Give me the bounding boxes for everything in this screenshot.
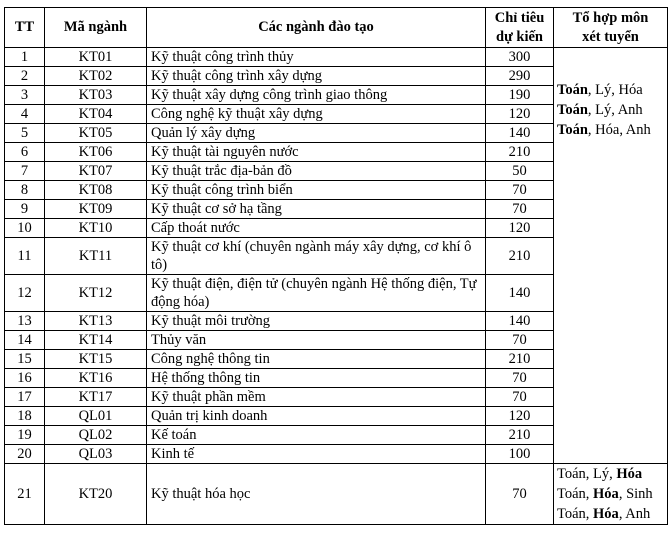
major-name: Cấp thoát nước [147, 219, 486, 238]
quota-value: 210 [486, 426, 554, 445]
row-number: 3 [5, 86, 45, 105]
major-name: Kỹ thuật cơ sở hạ tầng [147, 200, 486, 219]
row-number: 11 [5, 238, 45, 275]
major-code: KT10 [45, 219, 147, 238]
major-code: QL03 [45, 445, 147, 464]
quota-value: 70 [486, 181, 554, 200]
major-code: KT17 [45, 388, 147, 407]
header-combo-line2: xét tuyển [582, 28, 639, 45]
subject-combo [557, 80, 663, 100]
quota-value: 120 [486, 407, 554, 426]
major-code: KT07 [45, 162, 147, 181]
row-number: 8 [5, 181, 45, 200]
major-name: Kỹ thuật công trình xây dựng [147, 67, 486, 86]
table-header-row [5, 8, 668, 48]
major-code: KT05 [45, 124, 147, 143]
header-combo-line1: Tổ hợp môn [572, 9, 649, 26]
major-name: Kỹ thuật trắc địa-bản đồ [147, 162, 486, 181]
quota-value: 190 [486, 86, 554, 105]
row-number: 18 [5, 407, 45, 426]
major-code: QL02 [45, 426, 147, 445]
row-number: 9 [5, 200, 45, 219]
major-name: Kỹ thuật môi trường [147, 312, 486, 331]
major-code: KT13 [45, 312, 147, 331]
combo-other-subjects: , Lý, Anh [587, 102, 643, 118]
major-code: KT02 [45, 67, 147, 86]
major-name: Kỹ thuật cơ khí (chuyên ngành máy xây dựng, cơ khí ô tô) [147, 238, 486, 275]
row-number: 1 [5, 48, 45, 67]
combo-main-subject: Toán [557, 122, 588, 138]
quota-value: 70 [486, 464, 554, 525]
cut-off-heading [0, 0, 670, 7]
major-code: KT20 [45, 464, 147, 525]
combo-subjects-before: Toán, [557, 506, 594, 522]
major-name: Kỹ thuật hóa học [147, 464, 486, 525]
quota-value: 210 [486, 143, 554, 162]
subject-combos-group-1 [554, 48, 668, 464]
row-number: 13 [5, 312, 45, 331]
quota-value: 120 [486, 219, 554, 238]
subject-combo [557, 120, 663, 140]
major-name: Kỹ thuật phần mềm [147, 388, 486, 407]
table-row [5, 48, 668, 67]
subject-combo [557, 464, 663, 484]
row-number: 12 [5, 275, 45, 312]
quota-value: 120 [486, 105, 554, 124]
major-code: KT03 [45, 86, 147, 105]
major-name: Công nghệ kỹ thuật xây dựng [147, 105, 486, 124]
combo-main-subject: Toán [557, 102, 588, 118]
header-major: Các ngành đào tạo [147, 8, 486, 48]
major-code: KT01 [45, 48, 147, 67]
major-name: Kỹ thuật công trình biển [147, 181, 486, 200]
major-name: Kỹ thuật xây dựng công trình giao thông [147, 86, 486, 105]
major-name: Kỹ thuật tài nguyên nước [147, 143, 486, 162]
row-number: 15 [5, 350, 45, 369]
quota-value: 70 [486, 331, 554, 350]
quota-value: 210 [486, 238, 554, 275]
row-number: 5 [5, 124, 45, 143]
major-name: Thủy văn [147, 331, 486, 350]
major-code: KT09 [45, 200, 147, 219]
row-number: 6 [5, 143, 45, 162]
major-code: KT06 [45, 143, 147, 162]
major-code: KT04 [45, 105, 147, 124]
major-code: KT16 [45, 369, 147, 388]
major-code: KT12 [45, 275, 147, 312]
major-name: Quản lý xây dựng [147, 124, 486, 143]
quota-value: 100 [486, 445, 554, 464]
major-name: Kế toán [147, 426, 486, 445]
quota-value: 290 [486, 67, 554, 86]
row-number: 10 [5, 219, 45, 238]
combo-main-subject: Hóa [593, 486, 619, 502]
admission-quota-table [4, 7, 668, 525]
combo-main-subject: Hóa [616, 466, 643, 482]
major-name: Hệ thống thông tin [147, 369, 486, 388]
quota-value: 70 [486, 200, 554, 219]
major-name: Công nghệ thông tin [147, 350, 486, 369]
major-code: KT11 [45, 238, 147, 275]
header-quota-line2: dự kiến [496, 28, 543, 45]
table-row [5, 464, 668, 525]
combo-main-subject: Hóa [593, 506, 619, 522]
combo-subjects-after: , Anh [618, 506, 651, 522]
quota-value: 210 [486, 350, 554, 369]
combo-subjects-before: Toán, [557, 486, 594, 502]
row-number: 20 [5, 445, 45, 464]
row-number: 4 [5, 105, 45, 124]
row-number: 21 [5, 464, 45, 525]
row-number: 7 [5, 162, 45, 181]
quota-value: 140 [486, 124, 554, 143]
subject-combo [557, 504, 663, 524]
quota-value: 300 [486, 48, 554, 67]
row-number: 16 [5, 369, 45, 388]
row-number: 19 [5, 426, 45, 445]
header-code: Mã ngành [45, 8, 147, 48]
quota-value: 70 [486, 369, 554, 388]
major-code: KT15 [45, 350, 147, 369]
major-name: Kỹ thuật điện, điện tử (chuyên ngành Hệ thống điện, Tự động hóa) [147, 275, 486, 312]
quota-value: 140 [486, 312, 554, 331]
major-code: KT08 [45, 181, 147, 200]
combo-other-subjects: , Lý, Hóa [587, 82, 643, 98]
subject-combo [557, 100, 663, 120]
combo-subjects-after: , Sinh [618, 486, 653, 502]
header-combo [554, 8, 668, 48]
combo-main-subject: Toán [557, 82, 588, 98]
major-name: Kỹ thuật công trình thủy [147, 48, 486, 67]
subject-combo [557, 484, 663, 504]
row-number: 2 [5, 67, 45, 86]
header-quota-line1: Chỉ tiêu [494, 9, 545, 26]
header-tt: TT [5, 8, 45, 48]
subject-combos-group-2 [554, 464, 668, 525]
combo-other-subjects: , Hóa, Anh [587, 122, 651, 138]
major-code: QL01 [45, 407, 147, 426]
row-number: 17 [5, 388, 45, 407]
major-name: Kinh tế [147, 445, 486, 464]
quota-value: 70 [486, 388, 554, 407]
major-code: KT14 [45, 331, 147, 350]
major-name: Quản trị kinh doanh [147, 407, 486, 426]
header-quota [486, 8, 554, 48]
quota-value: 140 [486, 275, 554, 312]
quota-value: 50 [486, 162, 554, 181]
combo-subjects-before: Toán, Lý, [557, 466, 617, 482]
row-number: 14 [5, 331, 45, 350]
